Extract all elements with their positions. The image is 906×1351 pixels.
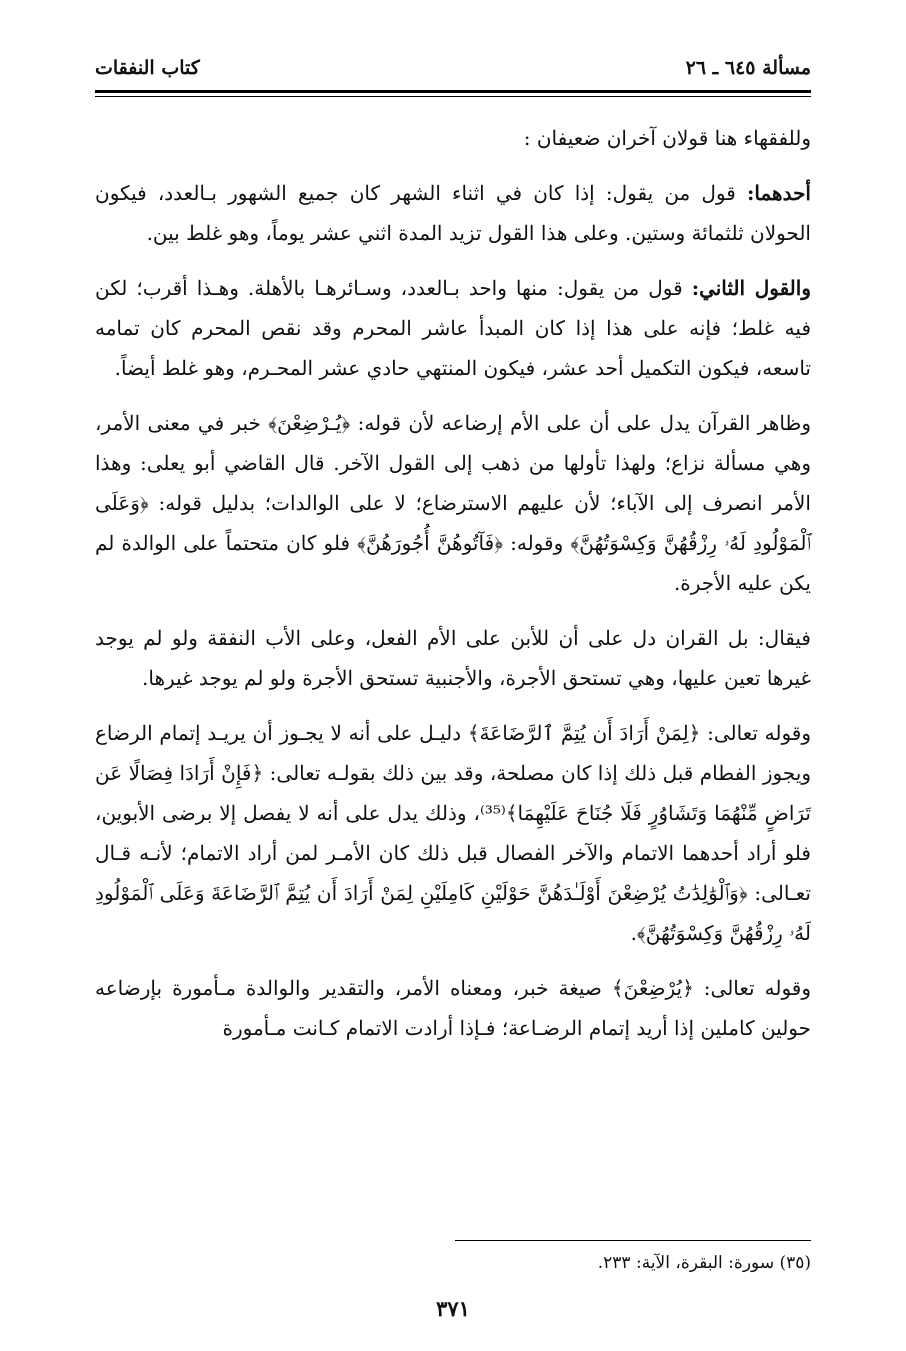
paragraph-text: فيقال: بل القران دل على أن للأبن على الأم الفعل، وعلى الأب النفقة ولو لم يوجد غيرها تعين عليها، وهي تستحق الأجرة، والأجنبية تستحق الأجرة ولو لم يوجد غيرها. <box>95 626 811 690</box>
paragraph-lead: أحدهما: <box>746 181 811 205</box>
book-title: كتاب النفقات <box>95 57 200 79</box>
paragraph-text: وقوله تعالى: ﴿لِمَنْ أَرَادَ أَن يُتِمَّ ٱلرَّضَاعَةَ﴾ دليـل على أنه لا يجـوز أن يريـد إتمام الرضاع ويجوز الفطام قبل ذلك إذا كان مصلحة، وقد بين ذلك بقولـه تعالى: ﴿فَإِنْ أَرَادَا فِصَالًا عَن تَرَاضٍ مِّنْهُمَا وَتَشَاوُرٍ فَلَا جُنَاحَ عَلَيْهِمَا﴾⁽³⁵⁾، وذلك يدل على أنه لا يفصل إلا برضى الأبوين، فلو أراد أحدهما الاتمام والآخر الفصال قبل ذلك كان الأمـر لمن أراد الاتمام؛ لأنـه قـال تعـالى: ﴿وَٱلْوَٰلِدَٰتُ يُرْضِعْنَ أَوْلَـٰدَهُنَّ حَوْلَيْنِ كَامِلَيْنِ لِمَنْ أَرَادَ أَن يُتِمَّ ٱلرَّضَاعَةَ وَعَلَى ٱلْمَوْلُودِ لَهُۥ رِزْقُهُنَّ وَكِسْوَتُهُنَّ﴾. <box>95 721 812 945</box>
paragraph-4 <box>95 403 811 603</box>
page-number: ٣٧١ <box>436 1296 470 1321</box>
issue-number: مسألة ٦٤٥ ـ ٢٦ <box>685 57 811 79</box>
paragraph-text: وظاهر القرآن يدل على أن على الأم إرضاعه لأن قوله: ﴿يُـرْضِعْنَ﴾ خبر في معنى الأمر، وهي مسألة نزاع؛ ولهذا تأولها من ذهب إلى القول الآخر. قال القاضي أبو يعلى: وهذا الأمر انصرف إلى الآباء؛ لأن عليهم الاسترضاع؛ لا على الوالدات؛ بدليل قوله: ﴿وَعَلَى ٱلْمَوْلُودِ لَهُۥ رِزْقُهُنَّ وَكِسْوَتُهُنَّ﴾ وقوله: ﴿فَآتُوهُنَّ أُجُورَهُنَّ﴾ فلو كان متحتماً على الوالدة لم يكن عليه الأجرة. <box>95 411 811 595</box>
paragraph-2 <box>95 173 811 253</box>
footnote: (٣٥) سورة: البقرة، الآية: ٢٣٣. <box>597 1253 811 1273</box>
paragraph-3 <box>95 268 811 388</box>
paragraph-text: قول من يقول: إذا كان في اثناء الشهر كان جميع الشهور بـالعدد، فيكون الحولان ثلثمائة وستين. وعلى هذا القول تزيد المدة اثني عشر يوماً، وهو غلط بين. <box>95 181 811 245</box>
paragraph-text: قول من يقول: منها واحد بـالعدد، وسـائرهـا بالأهلة. وهـذا أقرب؛ لكن فيه غلط؛ فإنه على هذا إذا كان المبدأ عاشر المحرم وقد نقص المحرم كان تمامه تاسعه، فيكون التكميل أحد عشر، فيكون المنتهي حادي عشر المحـرم، وهو غلط أيضاً. <box>95 276 811 380</box>
paragraph-1 <box>95 118 811 158</box>
paragraph-text: وقوله تعالى: ﴿يُرْضِعْنَ﴾ صيغة خبر، ومعناه الأمر، والتقدير والوالدة مـأمورة بإرضاعه حولين كاملين إذا أريد إتمام الرضـاعة؛ فـإذا أرادت الاتمام كـانت مـأمورة <box>95 976 811 1040</box>
paragraph-lead: والقول الثاني: <box>691 276 811 300</box>
header-rule-thin <box>95 96 811 97</box>
paragraph-6 <box>95 713 811 953</box>
footnote-rule <box>455 1240 811 1241</box>
paragraph-7 <box>95 968 811 1048</box>
header-rule-thick <box>95 90 811 93</box>
paragraph-text: وللفقهاء هنا قولان آخران ضعيفان : <box>523 126 811 150</box>
body-text <box>95 118 811 1063</box>
running-header <box>95 50 811 86</box>
paragraph-5 <box>95 618 811 698</box>
